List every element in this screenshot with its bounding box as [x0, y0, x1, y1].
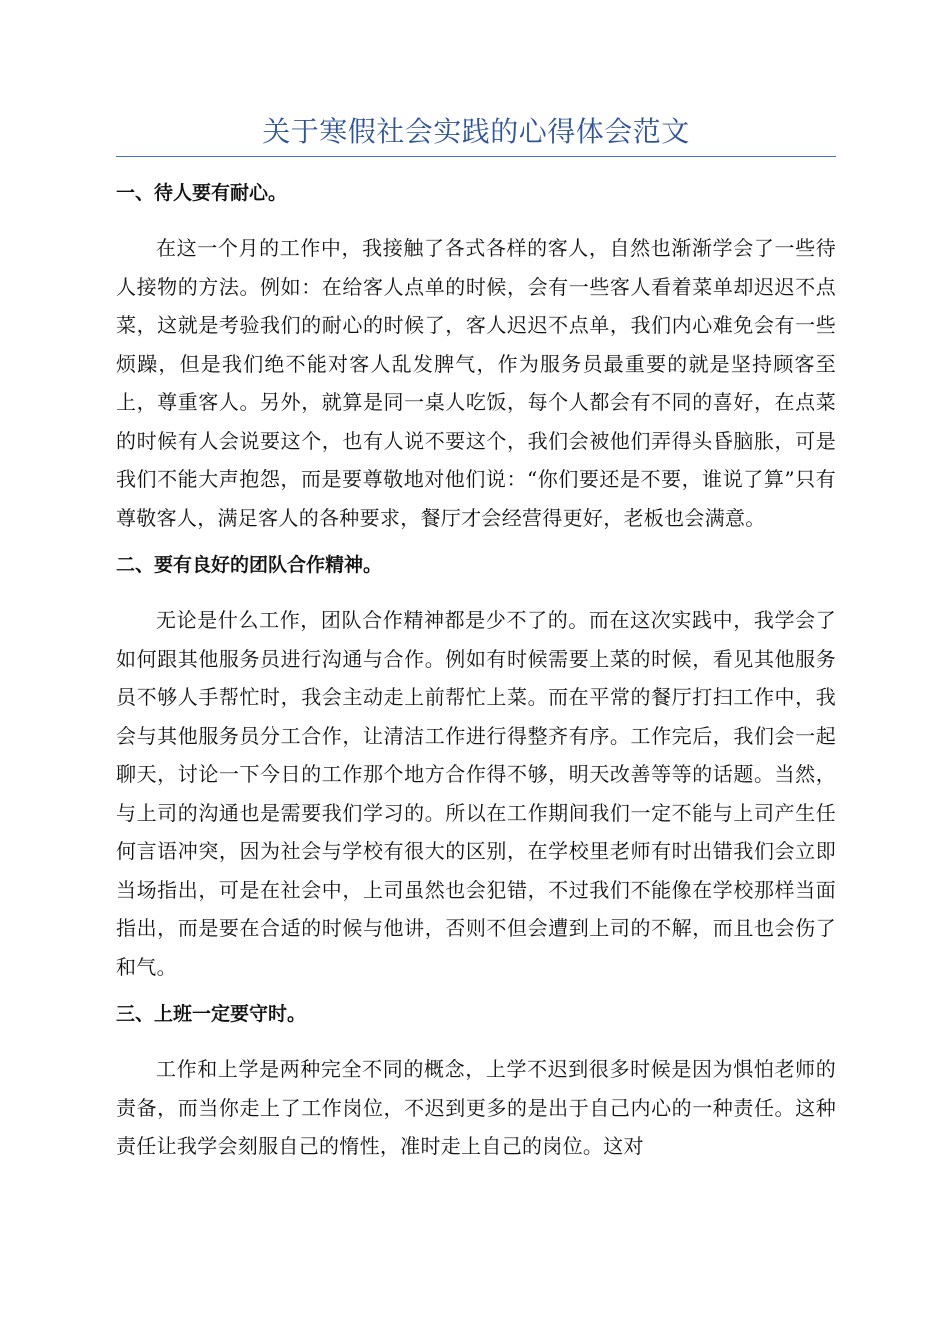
document-page	[116, 106, 836, 1178]
section-paragraph: 在这一个月的工作中，我接触了各式各样的客人，自然也渐渐学会了一些待人接物的方法。例如：在给客人点单的时候，会有一些客人看着菜单却迟迟不点菜，这就是考验我们的耐心的时候了，客人迟迟不点单，我们内心难免会有一些烦躁，但是我们绝不能对客人乱发脾气，作为服务员最重要的就是坚持顾客至上，尊重客人。另外，就算是同一桌人吃饭，每个人都会有不同的喜好，在点菜的时候有人会说要这个，也有人说不要这个，我们会被他们弄得头昏脑胀，可是我们不能大声抱怨，而是要尊敬地对他们说：“你们要还是不要，谁说了算”只有尊敬客人，满足客人的各种要求，餐厅才会经营得更好，老板也会满意。	[116, 236, 836, 530]
section-heading: 三、上班一定要守时。	[116, 1003, 307, 1025]
section-heading: 二、要有良好的团队合作精神。	[116, 554, 383, 576]
section-paragraph: 工作和上学是两种完全不同的概念，上学不迟到很多时候是因为惧怕老师的责备，而当你走上了工作岗位，不迟到更多的是出于自己内心的一种责任。这种责任让我学会刻服自己的惰性，准时走上自己的岗位。这对	[116, 1057, 836, 1158]
section-1	[116, 177, 836, 537]
section-3	[116, 998, 836, 1166]
section-paragraph: 无论是什么工作，团队合作精神都是少不了的。而在这次实践中，我学会了如何跟其他服务员进行沟通与合作。例如有时候需要上菜的时候，看见其他服务员不够人手帮忙时，我会主动走上前帮忙上菜。而在平常的餐厅打扫工作中，我会与其他服务员分工合作，让清洁工作进行得整齐有序。工作完后，我们会一起聊天，讨论一下今日的工作那个地方合作得不够，明天改善等等的话题。当然，与上司的沟通也是需要我们学习的。所以在工作期间我们一定不能与上司产生任何言语冲突，因为社会与学校有很大的区别，在学校里老师有时出错我们会立即当场指出，可是在社会中，上司虽然也会犯错，不过我们不能像在学校那样当面指出，而是要在合适的时候与他讲，否则不但会遭到上司的不解，而且也会伤了和气。	[116, 608, 836, 979]
section-heading: 一、待人要有耐心。	[116, 182, 288, 204]
section-2	[116, 549, 836, 986]
document-title: 关于寒假社会实践的心得体会范文	[262, 115, 690, 148]
